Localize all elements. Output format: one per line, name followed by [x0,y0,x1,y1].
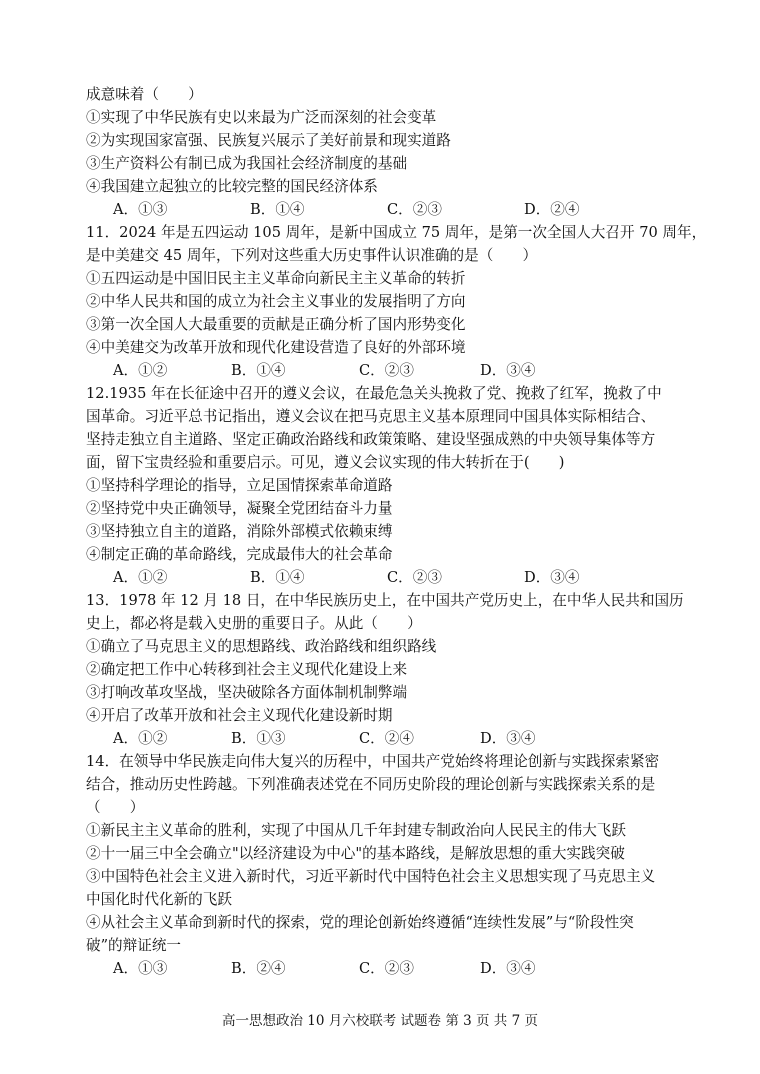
choice-statement-continued: 破”的辩证统一 [86,937,182,954]
choice-statement: ④制定正确的革命路线，完成最伟大的社会革命 [86,546,393,563]
choice-statement: ③中国特色社会主义进入新时代，习近平新时代中国特色社会主义思想实现了马克思主义 [86,868,656,885]
question-12-stem: 面，留下宝贵经验和重要启示。可见，遵义会议实现的伟大转折在于( ) [86,454,565,471]
choice-statement: ①坚持科学理论的指导，立足国情探索革命道路 [86,477,393,494]
choice-statement: ④中美建交为改革开放和现代化建设营造了良好的外部环境 [86,339,466,356]
choice-statement: ①确立了马克思主义的思想路线、政治路线和组织路线 [86,638,437,655]
question-12-stem: 国革命。习近平总书记指出，遵义会议在把马克思主义基本原理同中国具体实际相结合、 [86,408,656,425]
choice-statement: ④从社会主义革命到新时代的探索，党的理论创新始终遵循“连续性发展”与“阶段性突 [86,914,634,931]
option-b: B．①④ [231,362,286,379]
option-b: B．①④ [250,201,305,218]
question-14-stem: 结合，推动历史性跨越。下列准确表述党在不同历史阶段的理论创新与实践探索关系的是 [86,776,656,793]
option-c: C．②③ [387,201,442,218]
question-stem-line: 成意味着（ ） [86,86,203,103]
option-d: D．③④ [480,960,536,977]
option-a: A．①③ [113,201,168,218]
question-14-stem: 14．在领导中华民族走向伟大复兴的历程中，中国共产党始终将理论创新与实践探索紧密 [86,753,660,770]
question-11-stem: 是中美建交 45 周年，下列对这些重大历史事件认识准确的是（ ） [86,247,538,264]
option-b: B．①③ [231,730,286,747]
question-11-stem: 11．2024 年是五四运动 105 周年，是新中国成立 75 周年，是第一次全国人大召开 70 周年， [86,224,707,241]
question-12-stem: 12.1935 年在长征途中召开的遵义会议，在最危急关头挽救了党、挽救了红军，挽救了中 [86,385,662,402]
choice-statement: ③打响改革攻坚战，坚决破除各方面体制机制弊端 [86,684,408,701]
question-13-stem: 13．1978 年 12 月 18 日，在中华民族历史上，在中国共产党历史上，在中华人民共和国历 [86,592,684,609]
option-a: A．①② [113,362,168,379]
option-b: B．①④ [250,569,305,586]
question-13-stem: 史上，都必将是载入史册的重要日子。从此（ ） [86,615,422,632]
choice-statement: ②坚持党中央正确领导，凝聚全党团结奋斗力量 [86,500,393,517]
choice-statement: ②为实现国家富强、民族复兴展示了美好前景和现实道路 [86,132,451,149]
option-c: C．②③ [359,960,414,977]
choice-statement: ③第一次全国人大最重要的贡献是正确分析了国内形势变化 [86,316,466,333]
choice-statement-continued: 中国化时代化新的飞跃 [86,891,232,908]
choice-statement: ③坚持独立自主的道路，消除外部模式依赖束缚 [86,523,393,540]
page-footer: 高一思想政治 10 月六校联考 试题卷 第 3 页 共 7 页 [222,1013,538,1029]
choice-statement: ②确定把工作中心转移到社会主义现代化建设上来 [86,661,408,678]
option-c: C．②③ [387,569,442,586]
choice-statement: ①五四运动是中国旧民主主义革命向新民主主义革命的转折 [86,270,466,287]
option-c: C．②④ [359,730,414,747]
option-b: B．②④ [231,960,286,977]
option-c: C．②③ [359,362,414,379]
option-a: A．①② [113,730,168,747]
question-14-stem: （ ） [86,799,145,816]
question-12-stem: 坚持走独立自主道路、坚定正确政治路线和政策策略、建设坚强成熟的中央领导集体等方 [86,431,656,448]
choice-statement: ①新民主主义革命的胜利，实现了中国从几千年封建专制政治向人民民主的伟大飞跃 [86,822,626,839]
choice-statement: ③生产资料公有制已成为我国社会经济制度的基础 [86,155,408,172]
option-a: A．①③ [113,960,168,977]
choice-statement: ④我国建立起独立的比较完整的国民经济体系 [86,178,378,195]
option-d: D．③④ [480,730,536,747]
option-d: D．②④ [524,201,580,218]
option-a: A．①② [113,569,168,586]
option-d: D．③④ [480,362,536,379]
choice-statement: ②中华人民共和国的成立为社会主义事业的发展指明了方向 [86,293,466,310]
choice-statement: ②十一届三中全会确立"以经济建设为中心"的基本路线，是解放思想的重大实践突破 [86,845,625,862]
option-d: D．③④ [524,569,580,586]
choice-statement: ①实现了中华民族有史以来最为广泛而深刻的社会变革 [86,109,437,126]
choice-statement: ④开启了改革开放和社会主义现代化建设新时期 [86,707,393,724]
